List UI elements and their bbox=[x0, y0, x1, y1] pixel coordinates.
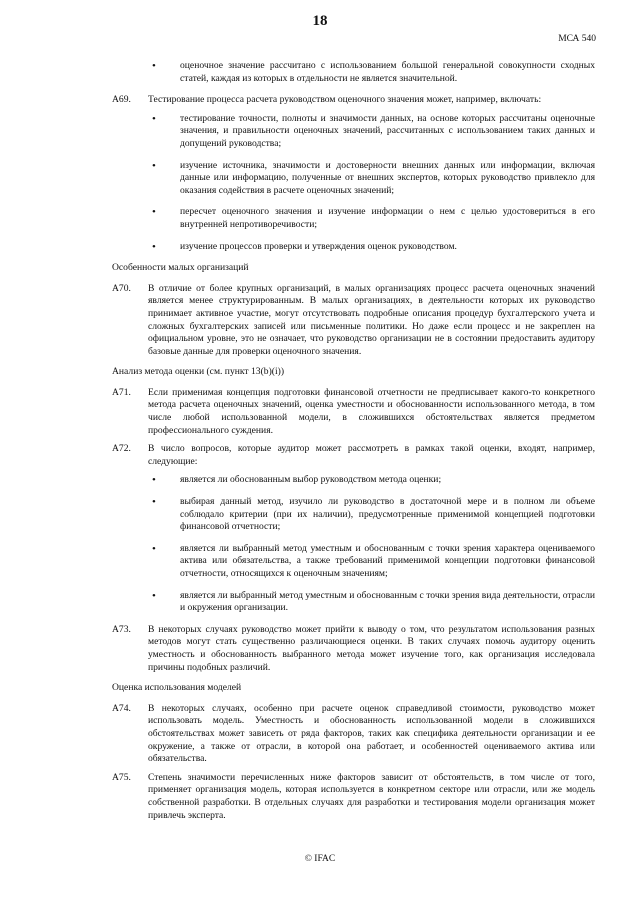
paragraph-text: В некоторых случаях, особенно при расчете оценок справедливой стоимости, руководство может использовать модель. Уместность и обоснованность использованной модели в сложившихся обстоятельствах может зависеть от ряда факторов, таких как специфика деятельности организации и ее окружение, а также от отрасли, в которой она работает, и особенностей оцениваемого актива или обязательства. bbox=[148, 702, 595, 765]
bullet-item bbox=[112, 113, 595, 151]
paragraph-text: Тестирование процесса расчета руководством оценочного значения может, например, включать: bbox=[148, 94, 542, 106]
bullet-text: изучение процессов проверки и утверждения оценок руководством. bbox=[180, 240, 457, 252]
numbered-paragraph bbox=[112, 443, 595, 468]
document-code: МСА 540 bbox=[558, 34, 596, 44]
paragraph-number: A74. bbox=[112, 702, 131, 714]
paragraph-number: A75. bbox=[112, 771, 131, 783]
paragraph-number: A70. bbox=[112, 282, 131, 294]
bullet-item bbox=[112, 496, 595, 534]
bullet-item bbox=[112, 543, 595, 581]
bullet-text: оценочное значение рассчитано с использованием большой генеральной совокупности сходных статей, каждая из которых в отдельности не является значительной. bbox=[180, 60, 595, 84]
page-content bbox=[112, 60, 595, 828]
bullet-icon: • bbox=[152, 474, 156, 487]
bullet-icon: • bbox=[152, 240, 156, 253]
section-heading: Анализ метода оценки (см. пункт 13(b)(i)) bbox=[112, 366, 285, 378]
numbered-paragraph bbox=[112, 94, 595, 107]
bullet-item bbox=[112, 241, 595, 254]
numbered-paragraph bbox=[112, 624, 595, 674]
paragraph-text: В отличие от более крупных организаций, в малых организациях процесс расчета оценочных значений является менее структурированным. В малых организациях, в деятельности которых их руководство принимает активное участие, могут отсутствовать подробные описания процедур бухгалтерского учета и сложных бухгалтерских записей или письменные политики. Но даже если процесс и не закреплен на официальном уровне, это не означает, что руководство организации не в состоянии предоставить аудитору базовые данные для проверки оценочного значения. bbox=[148, 282, 595, 357]
bullet-icon: • bbox=[152, 206, 156, 219]
page-number: 18 bbox=[312, 13, 328, 29]
section-heading: Особенности малых организаций bbox=[112, 262, 249, 274]
bullet-item bbox=[112, 590, 595, 615]
bullet-icon: • bbox=[152, 159, 156, 172]
bullet-icon: • bbox=[152, 496, 156, 509]
bullet-icon: • bbox=[152, 112, 156, 125]
numbered-paragraph bbox=[112, 772, 595, 822]
paragraph-text: В некоторых случаях руководство может прийти к выводу о том, что результатом использования разных методов могут стать существенно различающиеся оценки. В таких случаях помочь аудитору оценить уместность и обоснованность выбранного метода может изучение того, как организация исследовала причины подобных различий. bbox=[148, 623, 595, 673]
bullet-item bbox=[112, 474, 595, 487]
paragraph-text: Степень значимости перечисленных ниже факторов зависит от обстоятельств, в том числе от того, применяет организация модель, которая используется в конкретном секторе или отрасли, или же модель собственной разработки. В отдельных случаях для разработки и тестирования модели организация может привлечь эксперта. bbox=[148, 771, 595, 821]
paragraph-text: Если применимая концепция подготовки финансовой отчетности не предписывает какого-то конкретного метода расчета оценочных значений, оценка уместности и обоснованности использованного метода, в том числе любой использованной модели, в сложившихся обстоятельствах является предметом профессионального суждения. bbox=[148, 386, 595, 436]
section-heading: Оценка использования моделей bbox=[112, 682, 242, 694]
bullet-text: является ли выбранный метод уместным и обоснованным с точки зрения вида деятельности, отрасли и окружения организации. bbox=[180, 589, 595, 614]
numbered-paragraph bbox=[112, 387, 595, 437]
bullet-text: изучение источника, значимости и достоверности внешних данных или информации, включая данные или информацию, полученные от внешних экспертов, которых руководство привлекло для оказания содействия в расчете оценочных значений; bbox=[180, 159, 595, 196]
bullet-text: пересчет оценочного значения и изучение информации о нем с целью удостовериться в его внутренней непротиворечивости; bbox=[180, 206, 595, 230]
numbered-paragraph bbox=[112, 703, 595, 766]
bullet-icon: • bbox=[152, 542, 156, 555]
paragraph-number: A72. bbox=[112, 443, 131, 455]
bullet-text: является ли выбранный метод уместным и обоснованным с точки зрения характера оцениваемого актива или обязательства, а также требований применимой концепции подготовки финансовой отчетности, относящихся к оценочным значениям; bbox=[180, 542, 595, 579]
copyright-footer: © IFAC bbox=[304, 854, 336, 864]
numbered-paragraph bbox=[112, 283, 595, 359]
paragraph-number: A71. bbox=[112, 386, 131, 398]
bullet-text: тестирование точности, полноты и значимости данных, на основе которых рассчитаны оценочные значения, и правильности оценочных значений, рассчитанных с использованием таких данных и допущений руководства; bbox=[180, 112, 595, 149]
paragraph-number: A73. bbox=[112, 623, 131, 635]
bullet-item bbox=[112, 160, 595, 198]
bullet-icon: • bbox=[152, 60, 156, 72]
bullet-item bbox=[112, 60, 595, 85]
bullet-text: является ли обоснованным выбор руководством метода оценки; bbox=[180, 474, 442, 486]
paragraph-text: В число вопросов, которые аудитор может рассмотреть в рамках такой оценки, входят, например, следующие: bbox=[148, 443, 595, 467]
bullet-text: выбирая данный метод, изучило ли руководство в достаточной мере и в полном ли объеме соблюдало критерии (при их наличии), предусмотренные применимой концепцией подготовки финансовой отчетности; bbox=[180, 496, 595, 533]
bullet-icon: • bbox=[152, 589, 156, 602]
paragraph-number: A69. bbox=[112, 94, 131, 106]
bullet-item bbox=[112, 206, 595, 231]
